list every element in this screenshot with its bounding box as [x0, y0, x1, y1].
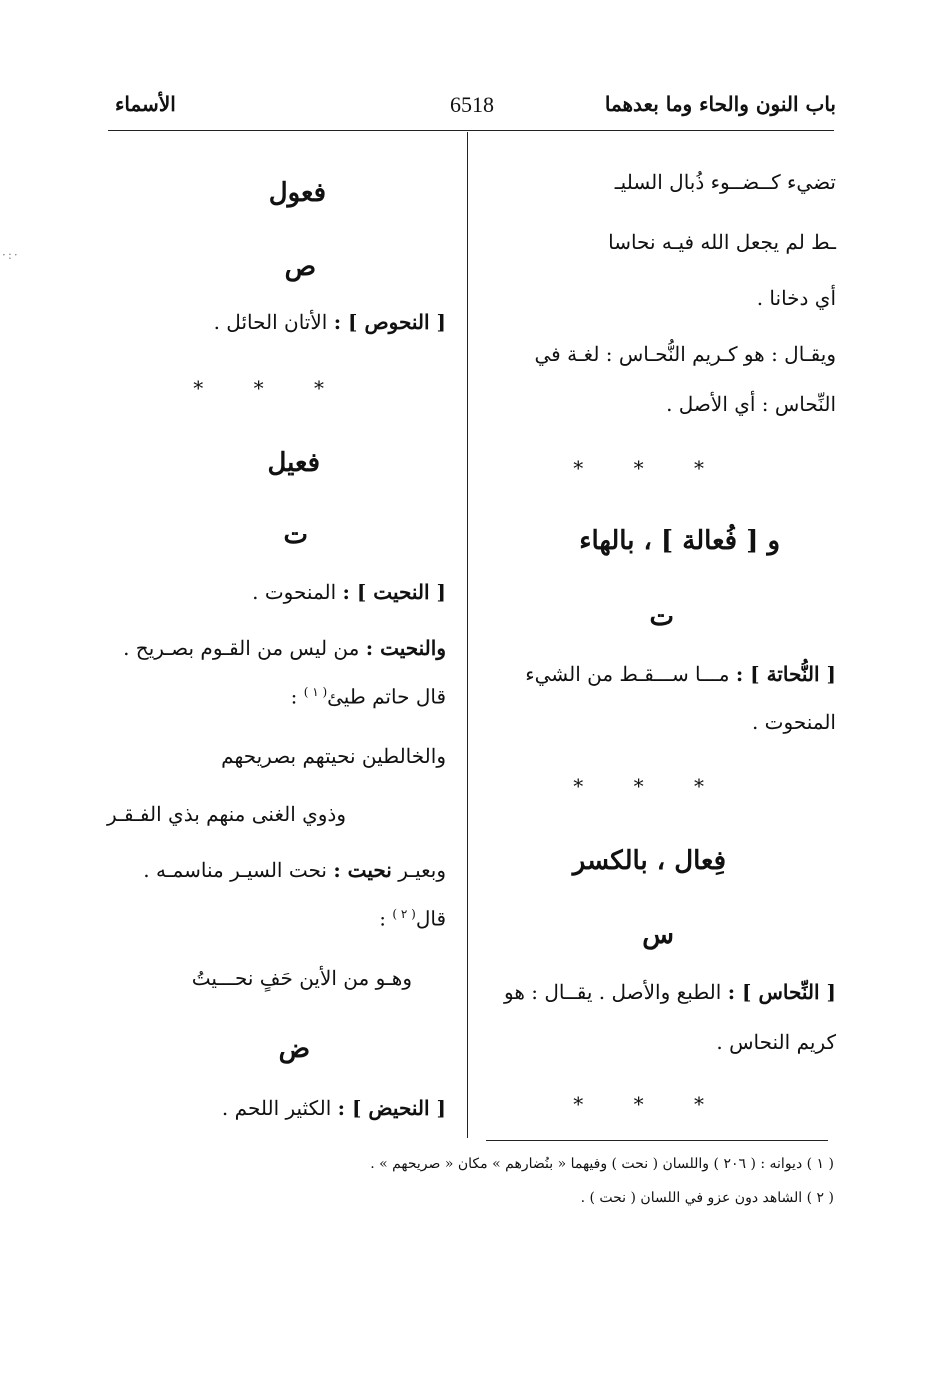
entry-line [222, 1098, 446, 1118]
verse-line: وذوي الغنى منهم بذي الفـقـر [107, 802, 346, 826]
pattern-heading: و [ فُعالة ] ، بالهاء [579, 526, 780, 556]
root-letter-heading: س [642, 920, 674, 950]
footnote-ref: ( ٢ ) [392, 907, 416, 921]
headword: [ النُّحاتة ] : [735, 662, 836, 686]
entry-line: النِّحاس : أي الأصل . [666, 392, 836, 416]
verse-line-1: تضيء كــضــوء ذُبال السليـ [614, 170, 836, 194]
root-letter-heading: ض [278, 1034, 310, 1064]
column-divider [467, 132, 468, 1138]
definition: من ليس من القـوم بصـريح . [123, 636, 360, 660]
header-rule [108, 130, 834, 131]
definition: الكثير اللحم . [221, 1096, 332, 1120]
verse-line: والخالطين نحيتهم بصريحهم [221, 744, 446, 768]
headword: والنحيت : [365, 636, 446, 660]
definition: الطبع والأصل . يقــال : هو [504, 980, 722, 1004]
footnote-2: ( ٢ ) الشاهد دون عزو في اللسان ( نحت ) . [580, 1190, 834, 1206]
footnote-rule [486, 1140, 828, 1141]
definition: الأتان الحائل . [213, 310, 328, 334]
root-letter-heading: ت [283, 520, 308, 550]
footnote-1: ( ١ ) ديوانه : ( ٢٠٦ ) واللسان ( نحت ) وفيهما « بنُضارهم » مكان « صريحهم » . [370, 1156, 834, 1172]
gloss-line: أي دخانا . [756, 286, 836, 310]
headword: [ النحوص ] : [333, 310, 446, 334]
entry-line [252, 582, 446, 602]
pattern-heading: فعيل [267, 448, 320, 478]
entry-line: كريم النحاس . [716, 1030, 836, 1054]
headword: [ النحيض ] : [337, 1096, 446, 1120]
entry-line [123, 638, 446, 658]
root-letter-heading: ت [649, 602, 674, 632]
entry-line [504, 982, 836, 1002]
page-number: 6518 [450, 92, 494, 117]
entry-line: وبعيـر نحيت : نحت السيـر مناسمـه . [143, 858, 446, 882]
headword: [ النِّحاس ] : [727, 980, 836, 1004]
section-separator: * * * [573, 774, 726, 798]
section-separator: * * * [573, 456, 726, 480]
definition: المنحوت . [252, 580, 337, 604]
running-header-chapter: باب النون والحاء وما بعدهما [604, 92, 836, 116]
verse-line: وهـو من الأين حَفٍ نحـــيتُ [191, 966, 412, 990]
entry-line: ويقـال : هو كـريم النُّحـاس : لغـة في [534, 342, 836, 366]
quote-intro: قال$^{( ٢ )}$ : [379, 906, 446, 931]
section-separator: * * * [573, 1092, 726, 1116]
section-separator: * * * [193, 376, 346, 400]
definition: مـــا ســـقـط من الشيء [525, 662, 730, 686]
footnote-ref: ( ١ ) [303, 685, 328, 699]
headword: نحيت : [333, 858, 392, 882]
running-header-section: الأسماء [115, 92, 176, 116]
entry-line [214, 312, 446, 332]
margin-mark: ·:· [2, 248, 20, 262]
quote-intro: قال حاتم طيئ$^{( ١ )}$ : [290, 684, 446, 709]
entry-line: المنحوت . [751, 710, 836, 734]
entry-line [525, 664, 836, 684]
root-letter-heading: ص [284, 252, 316, 282]
pattern-heading: فعول [268, 178, 326, 208]
headword: [ النحيت ] : [342, 580, 446, 604]
verse-line-2: ـط لم يجعل الله فيـه نحاسا [608, 230, 836, 254]
definition: نحت السيـر مناسمـه . [143, 858, 327, 882]
pattern-heading: فِعال ، بالكسر [572, 846, 726, 876]
